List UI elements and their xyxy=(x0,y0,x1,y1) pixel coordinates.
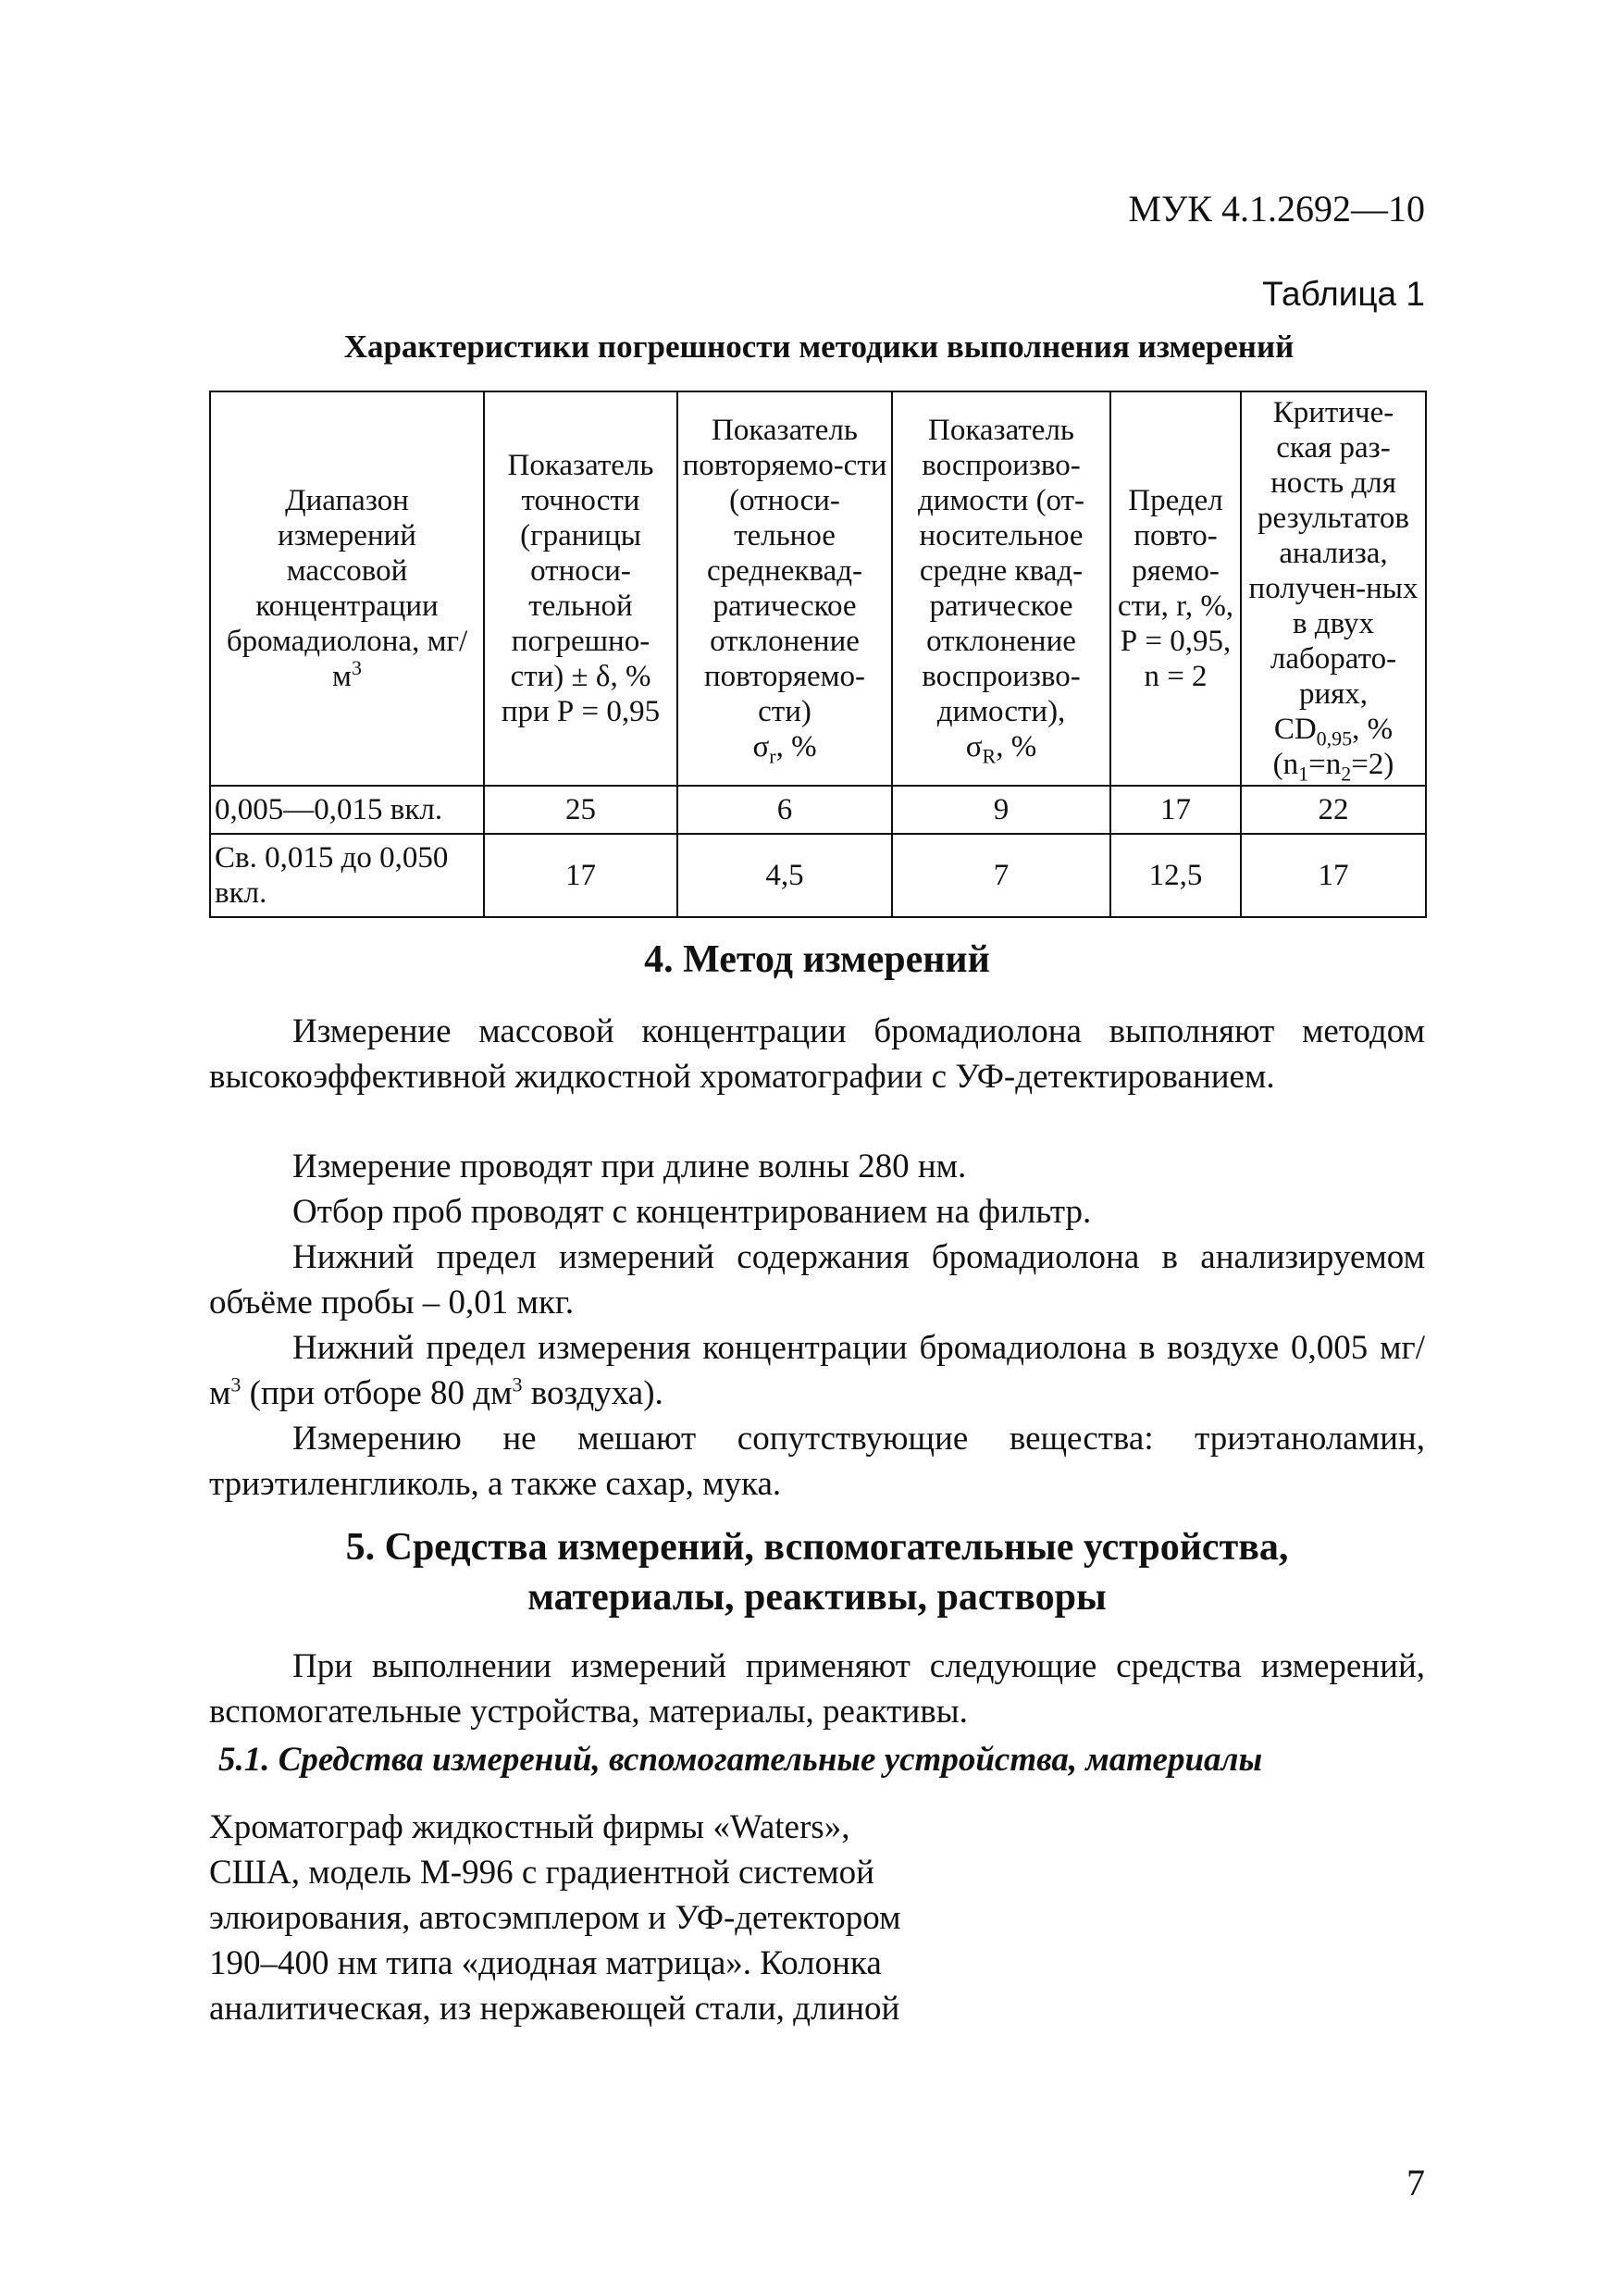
cell-repeatability-limit: 12,5 xyxy=(1110,834,1241,917)
page-number: 7 xyxy=(1406,2162,1425,2203)
table-row xyxy=(210,834,1426,917)
section-5-intro: При выполнении измерений применяют следующие средства измерений, вспомогательные устройства, материалы, реактивы. xyxy=(209,1647,1425,1731)
cell-accuracy: 25 xyxy=(484,786,677,834)
cell-accuracy: 17 xyxy=(484,834,677,917)
cell-repeatability-limit: 17 xyxy=(1110,786,1241,834)
equipment-line: США, модель М-996 с градиентной системой xyxy=(209,1854,874,1892)
equipment-line: аналитическая, из нержавеющей стали, длиной xyxy=(209,1990,900,2028)
header-reproducibility: Показатель воспроизво-димости (от-носительное средне квад-ратическое отклонение воспроизво-димости), $\sigma_R$, % xyxy=(892,391,1110,786)
section-4-paragraph-wavelength: Измерение проводят при длине волны 280 нм. xyxy=(292,1148,967,1185)
cell-critical-difference: 22 xyxy=(1241,786,1426,834)
equipment-line: 190–400 нм типа «диодная матрица». Колонка xyxy=(209,1944,882,1982)
cell-range: Св. 0,015 до 0,050 вкл. xyxy=(210,834,484,917)
header-range: Диапазон измерений массовой концентрации бромадиолона, $мг/м^3$ xyxy=(210,391,484,786)
section-5-title: 5. Средства измерений, вспомогательные устройства, материалы, реактивы, растворы xyxy=(345,1526,1289,1619)
section-4-paragraph-method: Измерение массовой концентрации бромадиолона выполняют методом высокоэффективной жидкостной хроматографии с УФ-детектированием. xyxy=(209,1012,1425,1096)
error-characteristics-table xyxy=(209,391,1427,918)
equipment-line: элюирования, автосэмплером и УФ-детектором xyxy=(209,1899,901,1937)
cell-reproducibility: 7 xyxy=(892,834,1110,917)
table-header-row xyxy=(210,391,1426,786)
header-repeatability-limit: Предел повто-ряемо-сти, r, %, Р = 0,95, n = 2 xyxy=(1110,391,1241,786)
table-row xyxy=(210,786,1426,834)
document-code: МУК 4.1.2692—10 xyxy=(1128,188,1425,230)
section-4-title: 4. Метод измерений xyxy=(644,938,990,981)
header-repeatability: Показатель повторяемо-сти (относи-тельное среднеквад-ратическое отклонение повторяемо-сти) $\sigma_r$, % xyxy=(677,391,892,786)
table-caption: Характеристики погрешности методики выполнения измерений xyxy=(343,329,1295,365)
section-4-paragraph-sampling: Отбор проб проводят с концентрированием на фильтр. xyxy=(292,1193,1092,1231)
header-accuracy: Показатель точности (границы относи-тельной погрешно-сти) ± δ, % при Р = 0,95 xyxy=(484,391,677,786)
section-4-paragraph-lower-limit-mass: Нижний предел измерений содержания бромадиолона в анализируемом объёме пробы – 0,01 мкг. xyxy=(209,1238,1425,1322)
table-label: Таблица 1 xyxy=(1262,275,1425,313)
cell-reproducibility: 9 xyxy=(892,786,1110,834)
cell-range: 0,005—0,015 вкл. xyxy=(210,786,484,834)
equipment-description xyxy=(209,1805,1023,2031)
section-4-paragraph-interference: Измерению не мешают сопутствующие вещества: триэтаноламин, триэтиленгликоль, а также сахар, мука. xyxy=(209,1420,1425,1503)
equipment-line: Хроматограф жидкостный фирмы «Waters», xyxy=(209,1808,850,1846)
section-4-paragraph-lower-limit-air: Нижний предел измерения концентрации бромадиолона в воздухе 0,005 $мг/м^3$ (при отборе 80 $дм^3$ воздуха). xyxy=(209,1329,1425,1412)
subsection-5-1-title: 5.1. Средства измерений, вспомогательные устройства, материалы xyxy=(218,1741,1263,1779)
cell-repeatability: 6 xyxy=(677,786,892,834)
cell-repeatability: 4,5 xyxy=(677,834,892,917)
cell-critical-difference: 17 xyxy=(1241,834,1426,917)
header-critical-difference: Критиче-ская раз-ность для результатов анализа, получен-ных в двух лаборато-риях, $CD_{0,95}$, % $(n_1=n_2=2)$ xyxy=(1241,391,1426,786)
